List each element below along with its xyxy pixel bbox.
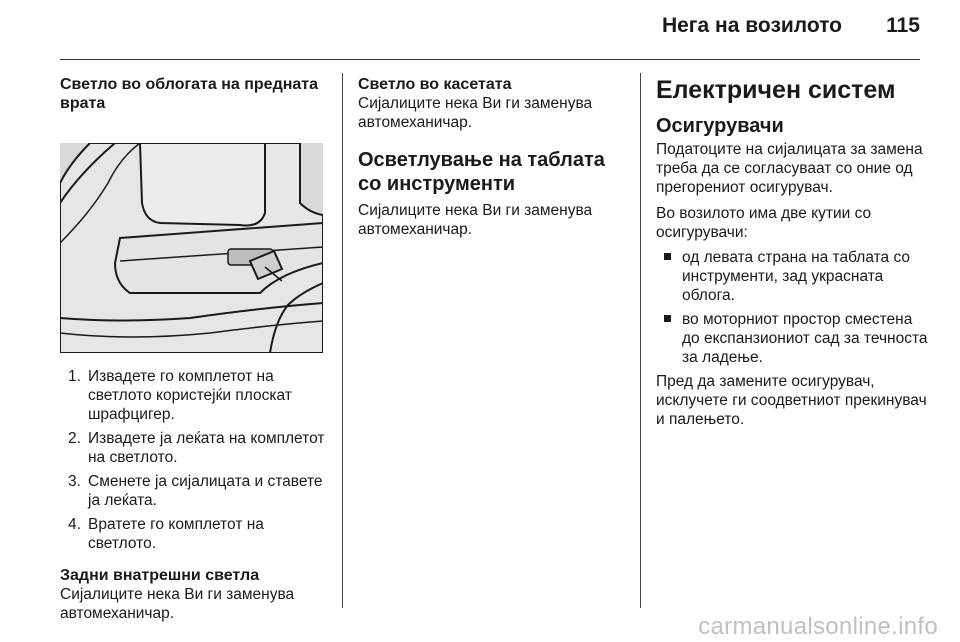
glovebox-light-text: Сијалиците нека Ви ги заменува автомеханичар. [358,95,593,131]
step-item: 3. Сменете ја сијалицата и ставете ја леќата. [68,473,323,509]
rear-lights-text: Сијалиците нека Ви ги заменува автомеханичар. [60,586,295,622]
page-number: 115 [886,14,920,37]
step-item: 1. Извадете го комплетот на светлото користејќи плоскат шрафцигер. [68,368,292,423]
watermark: carmanualsonline.info [698,613,938,640]
fuse-replacement-note: Пред да замените осигурувач, исклучете ги соодветниот прекинувач и палењето. [656,373,927,428]
step-item: 4. Вратете го комплетот на светлото. [68,516,264,552]
column-divider-2 [640,73,641,608]
header-rule [60,59,920,60]
fuses-intro-text: Податоците на сијалицата за замена треба да се согласуваат со оние од прегорениот осигурувач. [656,141,923,196]
column-3 [656,75,928,429]
step-item: 2. Извадете ја леќата на комплетот на светлото. [68,430,325,466]
door-light-illustration [60,143,323,353]
column-2 [358,75,626,239]
section-heading-instrument-lighting: Осветлување на таблата со инструменти [358,149,605,195]
fuse-box-locations [656,248,928,367]
column-divider-1 [342,73,343,608]
section-heading-door-light: Светло во облогата на предната врата [60,76,319,112]
page-header-title: Нега на возилото [661,14,842,37]
section-heading-fuses: Осигурувачи [656,115,784,137]
column-1 [60,75,328,623]
instrument-lighting-text: Сијалиците нека Ви ги заменува автомеханичар. [358,202,593,238]
section-heading-glovebox-light: Светло во касетата [358,76,512,93]
list-item: од левата страна на таблата со инструменти, зад укрaсната облога. [656,248,928,305]
chapter-heading-electrical-system: Електричен систем [656,76,896,104]
light-replacement-steps [60,367,328,553]
fuse-boxes-text: Во возилото има две кутии со осигурувачи: [656,205,872,241]
list-item: во моторниот простор сместена до експанзиониот сад за течноста за ладење. [656,310,928,367]
section-heading-rear-lights: Задни внатрешни светла [60,567,260,584]
